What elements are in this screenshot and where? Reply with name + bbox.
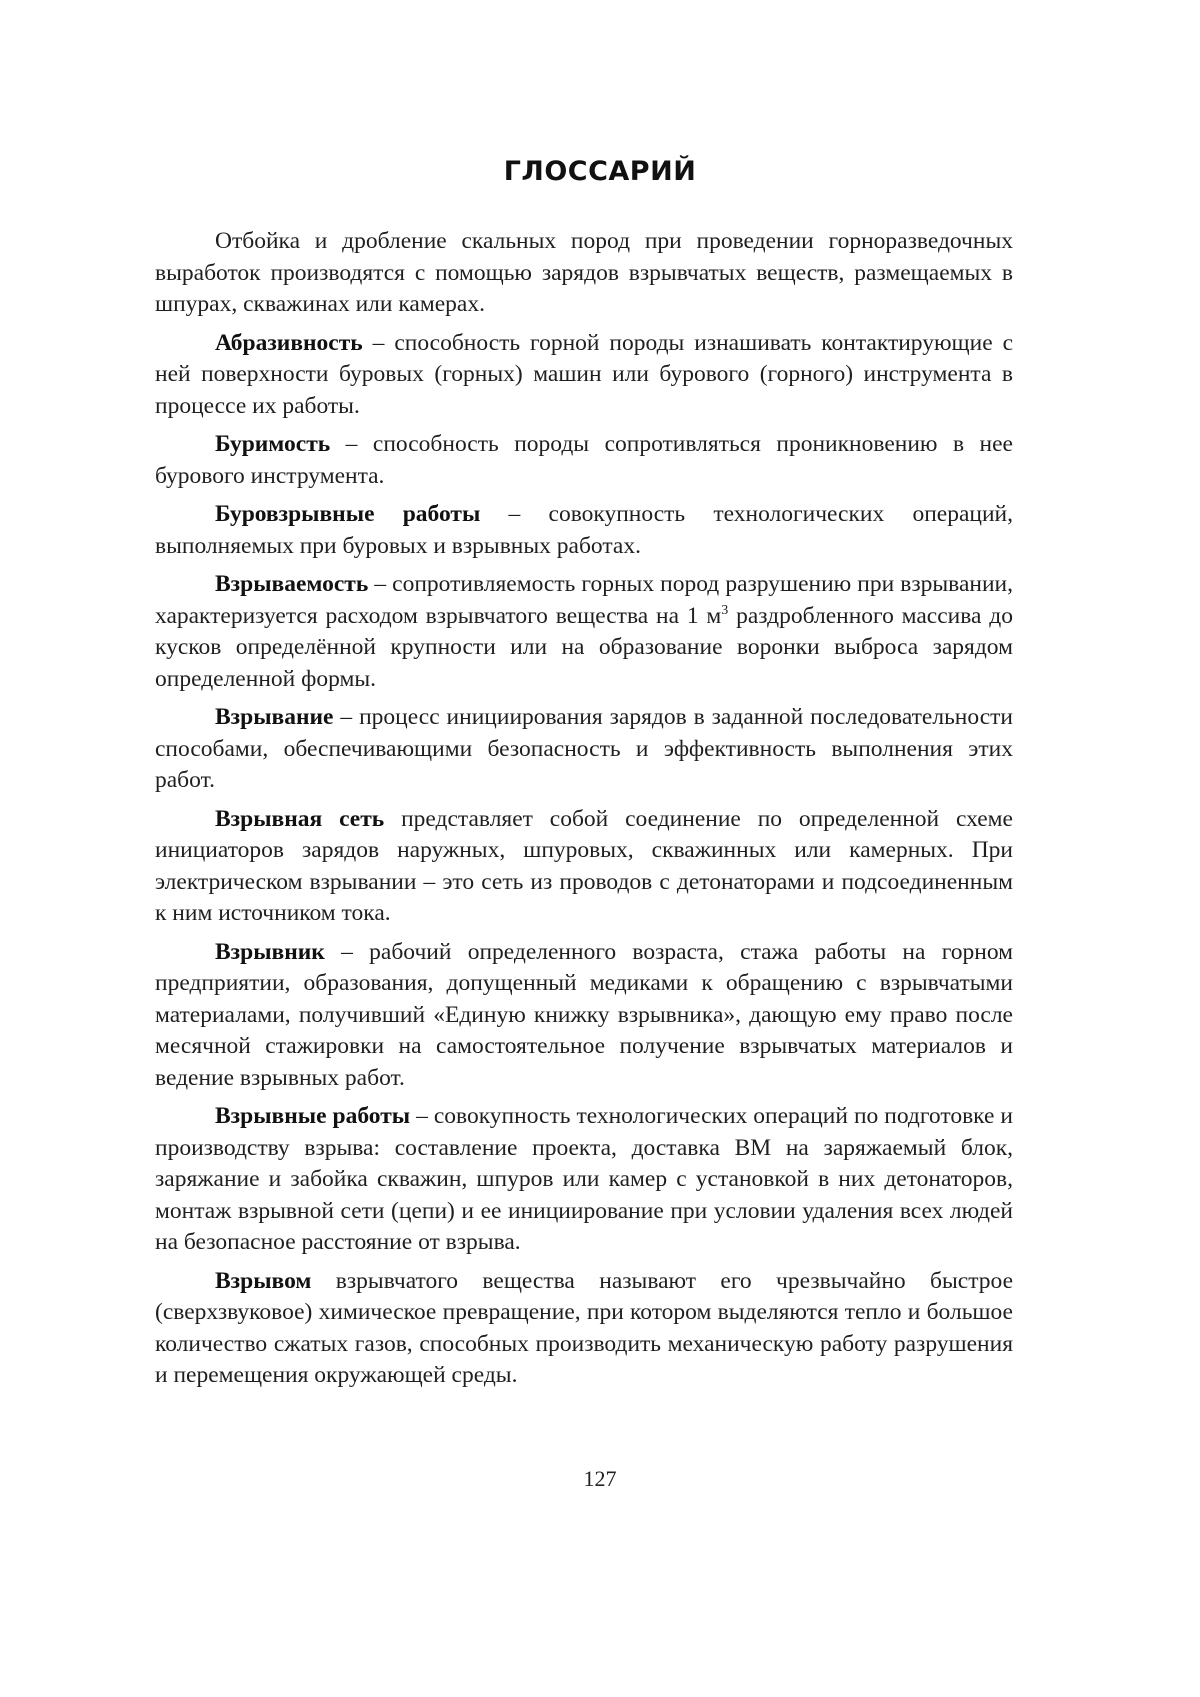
glossary-term: Взрывник (215, 939, 325, 965)
glossary-definition: – процесс инициирования зарядов в заданной последовательности способами, обеспечивающими безопасность и эффективность выполнения этих работ. (155, 704, 1013, 793)
document-page (0, 0, 1200, 1697)
glossary-definition: – совокупность технологических операций, выполняемых при буровых и взрывных работах. (155, 501, 1013, 559)
glossary-term: Взрывом (215, 1268, 311, 1294)
glossary-term: Взрываемость (215, 571, 368, 597)
glossary-entry-explosion (155, 1266, 1013, 1392)
glossary-definition: – совокупность технологических операций по подготовке и производству взрыва: составление проекта, доставка ВМ на заряжаемый блок, заряжание и забойка скважин, шпуров или камер с установкой в них детонаторов, монтаж взрывной сети (цепи) и ее инициирование при условии удаления всех людей на безопасное расстояние от взрыва. (155, 1103, 1013, 1255)
glossary-term: Взрывание (215, 704, 334, 730)
glossary-entry-drillability (155, 429, 1013, 492)
glossary-entry-blasting (155, 702, 1013, 797)
glossary-entry-blasting-works (155, 1101, 1013, 1259)
glossary-entry-blaster (155, 937, 1013, 1095)
glossary-definition: взрывчатого вещества называют его чрезвычайно быстрое (сверхзвуковое) химическое превращение, при котором выделяются тепло и большое количество сжатых газов, способных производить механическую работу разрушения и перемещения окружающей среды. (155, 1268, 1013, 1389)
glossary-definition: – сопротивляемость горных пород разрушению при взрывании, характеризуется расходом взрывчатого вещества на 1 м (155, 571, 1013, 629)
glossary-body (155, 226, 1013, 1399)
glossary-term: Взрывная сеть (215, 806, 384, 832)
superscript: 3 (721, 603, 728, 618)
glossary-term: Взрывные работы (215, 1103, 410, 1129)
glossary-definition: представляет собой соединение по определенной схеме инициаторов зарядов наружных, шпуровых, скважинных или камерных. При электрическом взрывании – это сеть из проводов с детонаторами и подсоединенным к ним источником тока. (155, 806, 1013, 927)
glossary-entry-blastability (155, 569, 1013, 695)
intro-paragraph: Отбойка и дробление скальных пород при проведении горноразведочных выработок производятся с помощью зарядов взрывчатых веществ, размещаемых в шпурах, скважинах или камерах. (155, 226, 1013, 321)
page-title: ГЛОССАРИЙ (0, 156, 1200, 187)
glossary-term: Буримость (215, 431, 330, 457)
page-number: 127 (0, 1466, 1200, 1492)
glossary-term: Абразивность (215, 330, 363, 356)
glossary-definition: – способность породы сопротивляться проникновению в нее бурового инструмента. (155, 431, 1013, 489)
glossary-definition: – рабочий определенного возраста, стажа работы на горном предприятии, образования, допущенный медиками к обращению с взрывчатыми материалами, получивший «Единую книжку взрывника», дающую ему право после месячной стажировки на самостоятельное получение взрывчатых материалов и ведение взрывных работ. (155, 939, 1013, 1091)
glossary-definition: – способность горной породы изнашивать контактирующие с ней поверхности буровых (горных) машин или бурового (горного) инструмента в процессе их работы. (155, 330, 1013, 419)
glossary-definition-continued: раздробленного массива до кусков определённой крупности или на образование воронки выброса зарядом определенной формы. (155, 603, 1013, 692)
glossary-entry-abrasiveness (155, 328, 1013, 423)
glossary-entry-blasting-network (155, 804, 1013, 930)
glossary-entry-drilling-blasting (155, 499, 1013, 562)
glossary-term: Буровзрывные работы (215, 501, 480, 527)
